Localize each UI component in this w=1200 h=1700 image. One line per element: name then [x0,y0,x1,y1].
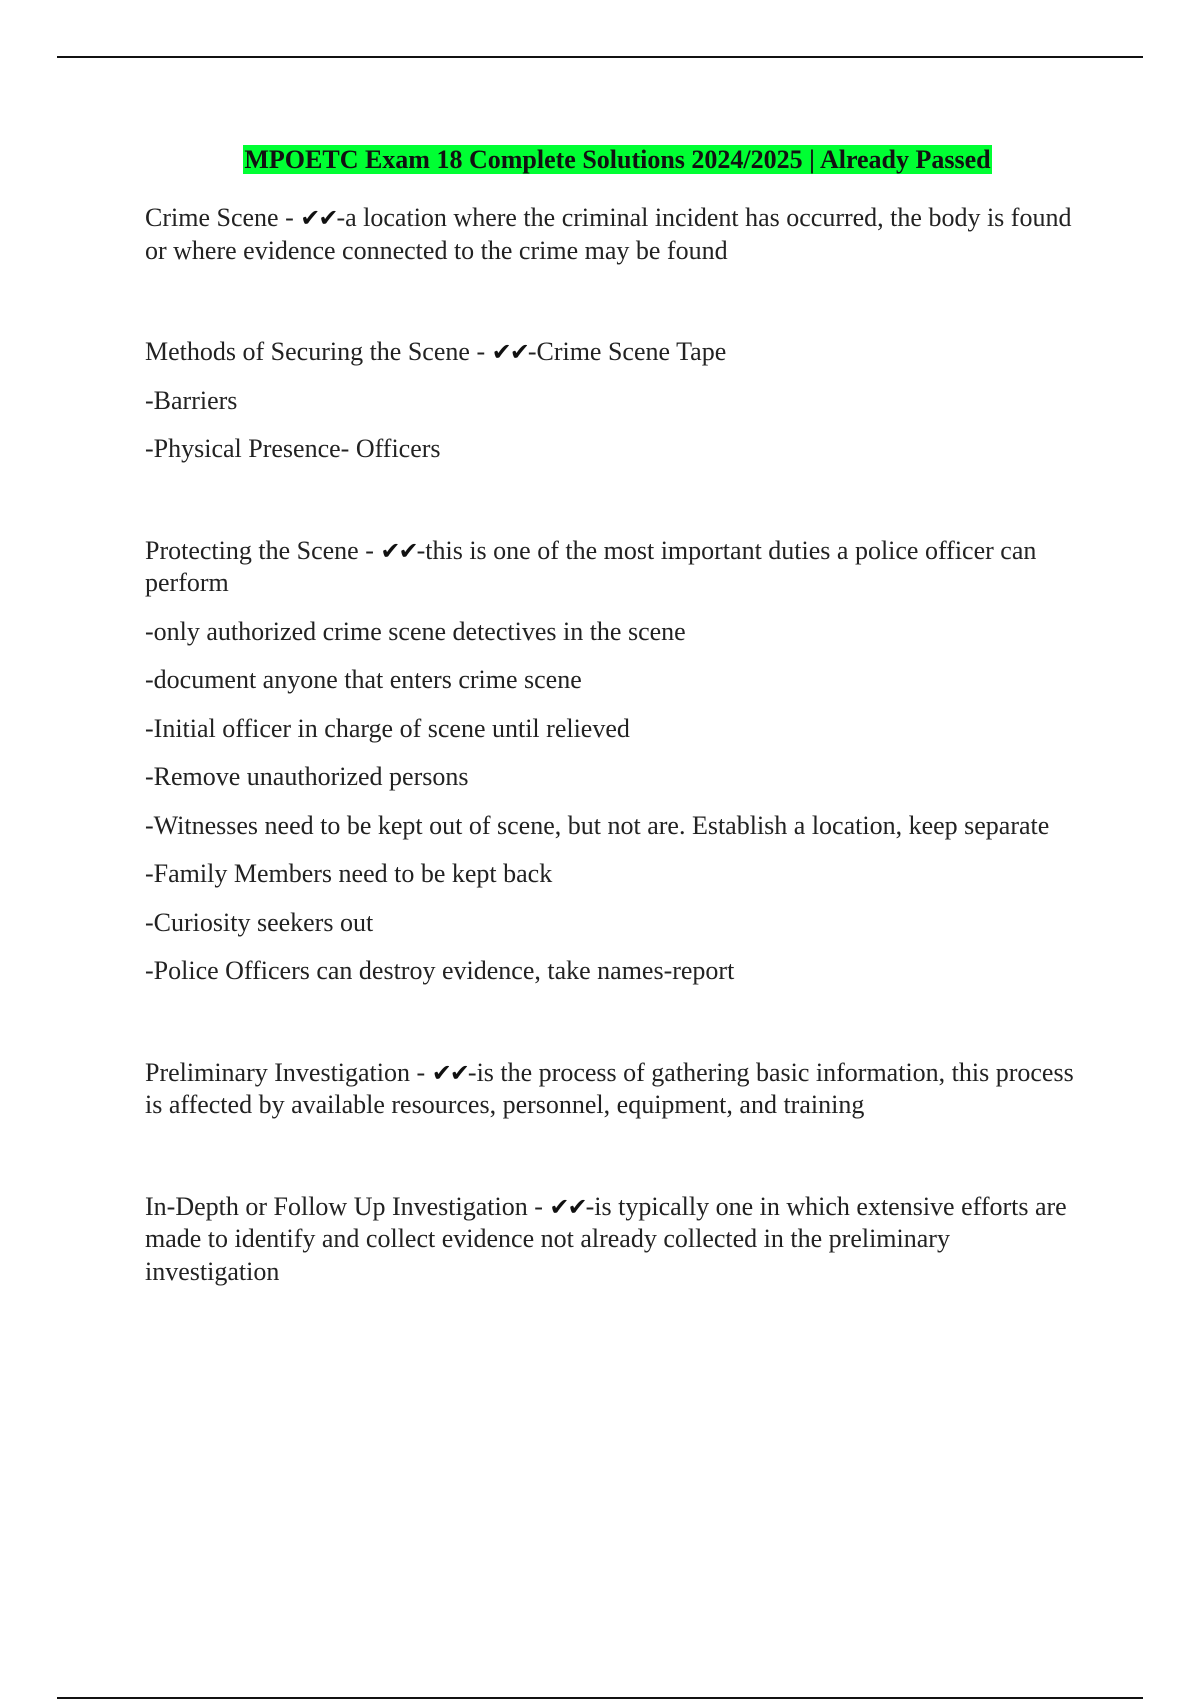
double-check-icon: ✔✔ [300,204,337,232]
entry-term: Protecting the Scene [145,535,359,565]
entry-preliminary-investigation [145,1057,1090,1122]
list-item: -Remove unauthorized persons [145,762,469,791]
list-item: -document anyone that enters crime scene [145,665,582,694]
list-item: -Family Members need to be kept back [145,859,553,888]
list-item: -Curiosity seekers out [145,907,374,937]
double-check-icon: ✔✔ [491,338,528,366]
entry-term: Preliminary Investigation [145,1057,411,1087]
entry-definition: -a location where the criminal incident has occurred, the body is found or where evidence connected to the crime may be found [145,203,1072,265]
list-item: -only authorized crime scene detectives in the scene [145,616,686,646]
list-item: -Barriers [145,385,238,415]
document-body [145,142,1090,1288]
list-item: -Witnesses need to be kept out of scene, but not are. Establish a location, keep separate [145,810,1050,840]
top-rule [57,56,1143,58]
entry-definition: -Crime Scene Tape [527,337,727,366]
entry-heading-line: Protecting the Scene - ✔✔-this is one of the most important duties a police officer can perform [145,535,1037,597]
double-check-icon: ✔✔ [380,536,417,565]
title-block [145,142,1090,182]
entry-heading-line: Methods of Securing the Scene - ✔✔-Crime Scene Tape [145,337,727,366]
entry-methods-of-securing [145,336,1090,466]
entry-term: Methods of Securing the Scene [145,337,470,366]
list-item: -Police Officers can destroy evidence, take names-report [145,956,735,985]
list-item: -Initial officer in charge of scene until relieved [145,713,630,743]
entry-in-depth-investigation [145,1191,1090,1289]
entry-protecting-the-scene [145,535,1090,988]
list-item: -Physical Presence- Officers [145,434,441,463]
entry-heading-line: Crime Scene - ✔✔-a location where the criminal incident has occurred, the body is found or where evidence connected to the crime may be found [145,203,1072,265]
entry-crime-scene [145,202,1090,267]
entry-heading-line: Preliminary Investigation - ✔✔-is the process of gathering basic information, this process is affected by available resources, personnel, equipment, and training [145,1057,1074,1119]
double-check-icon: ✔✔ [549,1192,586,1221]
document-title: MPOETC Exam 18 Complete Solutions 2024/2025 | Already Passed [244,145,991,174]
entry-definition: -is the process of gathering basic information, this process is affected by available resources, personnel, equipment, and training [145,1057,1074,1119]
entry-definition: -is typically one in which extensive efforts are made to identify and collect evidence not already collected in the preliminary investigation [145,1191,1067,1286]
entry-definition: -this is one of the most important duties a police officer can perform [145,535,1037,597]
double-check-icon: ✔✔ [431,1058,468,1087]
entry-term: Crime Scene [145,203,279,232]
entry-heading-line: In-Depth or Follow Up Investigation - ✔✔-is typically one in which extensive efforts are made to identify and collect evidence not already collected in the preliminary investigation [145,1191,1067,1286]
bottom-rule [57,1697,1143,1699]
entry-term: In-Depth or Follow Up Investigation [145,1191,528,1221]
